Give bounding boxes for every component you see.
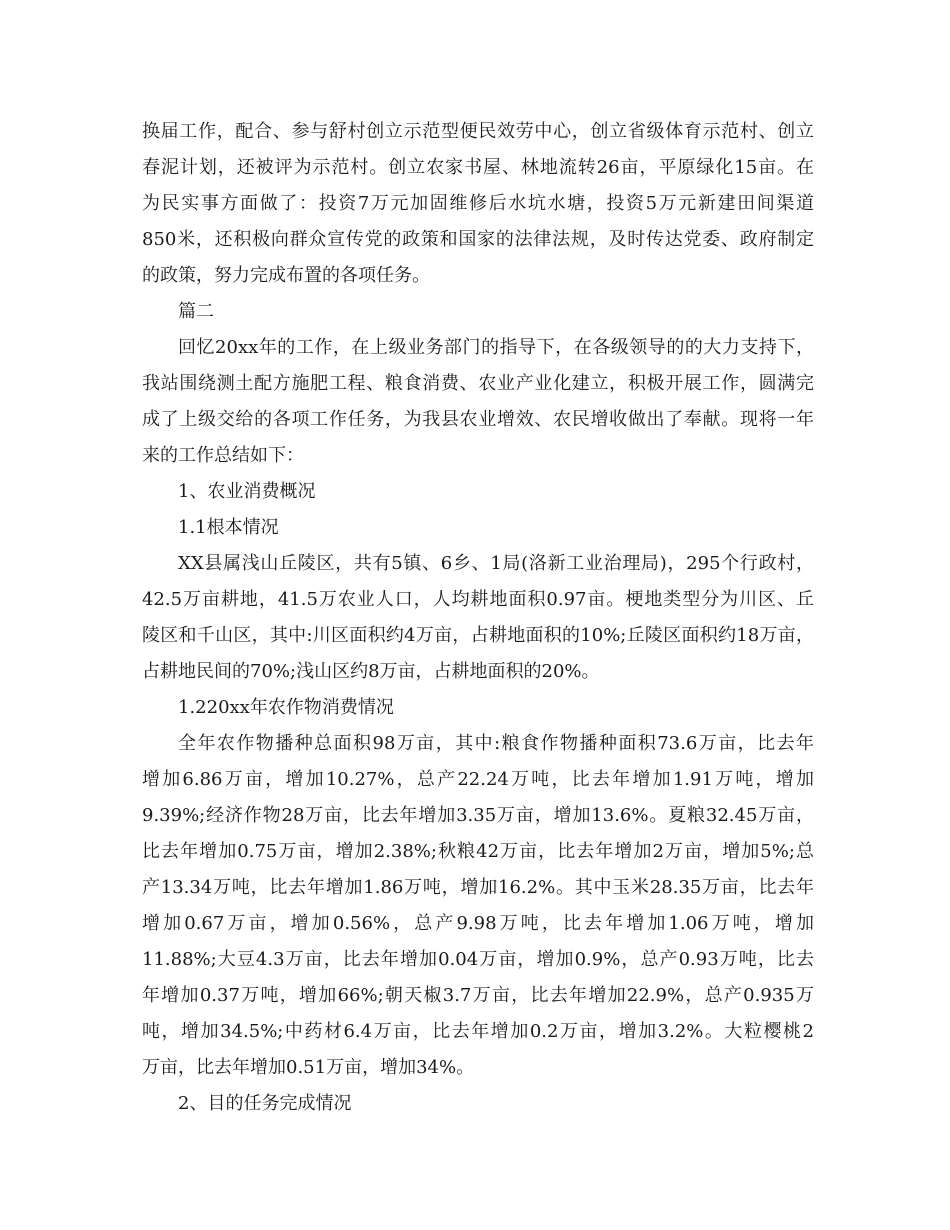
text-line: 850米，还积极向群众宣传党的政策和国家的法律法规，及时传达党委、政府制定 bbox=[142, 229, 814, 250]
text-line: 增加6.86万亩，增加10.27%，总产22.24万吨，比去年增加1.91万吨，增加 bbox=[142, 769, 814, 790]
section-heading: 1、农业消费概况 bbox=[178, 481, 316, 502]
text-line: 成了上级交给的各项工作任务，为我县农业增效、农民增收做出了奉献。现将一年 bbox=[142, 409, 814, 430]
section-heading: 2、目的任务完成情况 bbox=[178, 1093, 352, 1114]
subsection-heading: 1.220xx年农作物消费情况 bbox=[178, 697, 394, 718]
text-line: 回忆20xx年的工作，在上级业务部门的指导下，在各级领导的的大力支持下， bbox=[178, 337, 814, 358]
text-line: 增加0.67万亩，增加0.56%，总产9.98万吨，比去年增加1.06万吨，增加 bbox=[142, 913, 814, 934]
text-line: 11.88%;大豆4.3万亩，比去年增加0.04万亩，增加0.9%，总产0.93万吨，比去 bbox=[142, 949, 814, 970]
text-line: 占耕地民间的70%;浅山区约8万亩，占耕地面积的20%。 bbox=[142, 661, 600, 682]
text-line: XX县属浅山丘陵区，共有5镇、6乡、1局(洛新工业治理局)，295个行政村， bbox=[178, 553, 814, 574]
text-line: 全年农作物播种总面积98万亩，其中:粮食作物播种面积73.6万亩，比去年 bbox=[178, 733, 814, 754]
text-line: 年增加0.37万吨，增加66%;朝天椒3.7万亩，比去年增加22.9%，总产0.935万 bbox=[142, 985, 814, 1006]
document-body bbox=[142, 114, 814, 1122]
text-line: 来的工作总结如下： bbox=[142, 445, 304, 466]
text-line: 产13.34万吨，比去年增加1.86万吨，增加16.2%。其中玉米28.35万亩，比去年 bbox=[142, 877, 814, 898]
text-line: 春泥计划，还被评为示范村。创立农家书屋、林地流转26亩，平原绿化15亩。在 bbox=[142, 157, 814, 178]
text-line: 陵区和千山区，其中:川区面积约4万亩，占耕地面积的10%;丘陵区面积约18万亩， bbox=[142, 625, 814, 646]
text-line: 我站围绕测土配方施肥工程、粮食消费、农业产业化建立，积极开展工作，圆满完 bbox=[142, 373, 814, 394]
text-line: 9.39%;经济作物28万亩，比去年增加3.35万亩，增加13.6%。夏粮32.45万亩， bbox=[142, 805, 814, 826]
subsection-heading: 1.1根本情况 bbox=[178, 517, 279, 538]
text-line: 为民实事方面做了：投资7万元加固维修后水坑水塘，投资5万元新建田间渠道 bbox=[142, 193, 814, 214]
text-line: 的政策，努力完成布置的各项任务。 bbox=[142, 265, 430, 286]
text-line: 万亩，比去年增加0.51万亩，增加34%。 bbox=[142, 1057, 475, 1078]
text-line: 吨，增加34.5%;中药材6.4万亩，比去年增加0.2万亩，增加3.2%。大粒樱桃2 bbox=[142, 1021, 814, 1042]
text-line: 比去年增加0.75万亩，增加2.38%;秋粮42万亩，比去年增加2万亩，增加5%;总 bbox=[142, 841, 814, 862]
text-line: 换届工作，配合、参与舒村创立示范型便民效劳中心，创立省级体育示范村、创立 bbox=[142, 121, 814, 142]
text-line: 42.5万亩耕地，41.5万农业人口，人均耕地面积0.97亩。梗地类型分为川区、丘 bbox=[142, 589, 814, 610]
section-heading: 篇二 bbox=[178, 301, 214, 322]
